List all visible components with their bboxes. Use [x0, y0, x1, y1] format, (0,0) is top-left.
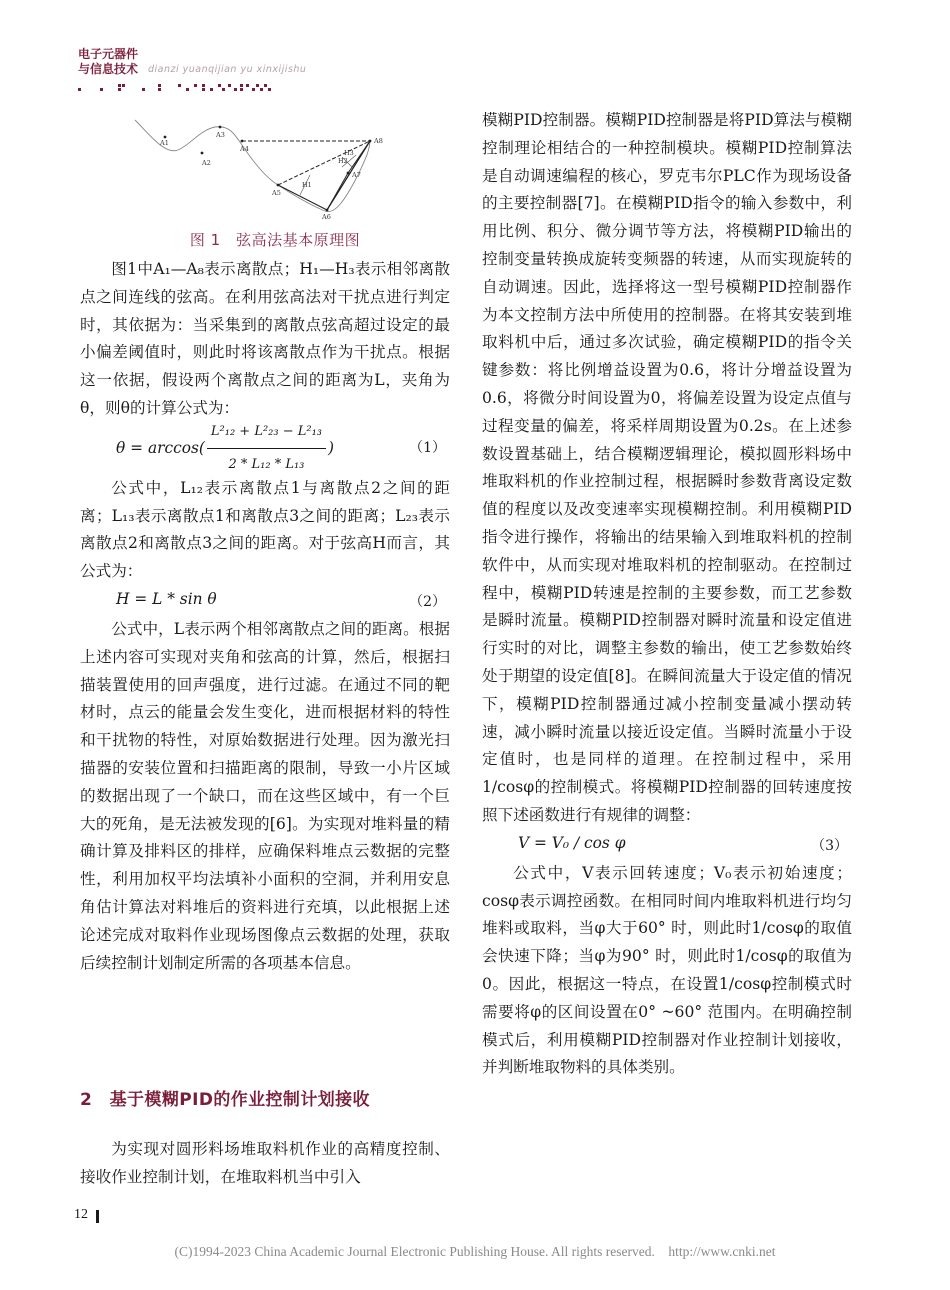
- eq1-denominator: 2 * L₁₂ * L₁₃: [228, 457, 305, 473]
- label-h1: H1: [302, 181, 312, 189]
- page-number: 12: [74, 1207, 88, 1222]
- label-a2: A2: [202, 159, 211, 167]
- equation-1: [80, 423, 450, 475]
- paragraph: 为实现对圆形料场堆取料机作业的高精度控制、接收作业控制计划，在堆取料机当中引入: [80, 1140, 450, 1186]
- figure-chord-height-diagram: [130, 115, 390, 223]
- paragraph: 公式中，L表示两个相邻离散点之间的距离。根据上述内容可实现对夹角和弦高的计算，然后，根据扫描装置使用的回声强度，进行过滤。在通过不同的靶材时，点云的能量会发生变化，进而根据材料的特性和干扰物的特性，对原始数据进行处理。因为激光扫描器的安装位置和扫描距离的限制，导致一小片区域的数据出现了一个缺口，而在这些区域中，有一个巨大的死角，是无法被发现的[6]。为实现对堆料量的精确计算及排料区的排样，应确保料堆点云数据的完整性，利用加权平均法填补小面积的空洞，并利用安息角估计算法对料堆后的资料进行充填，以此根据上述论述完成对取料作业现场图像点云数据的处理，获取后续控制计划制定所需的各项基本信息。: [80, 619, 450, 972]
- label-a7: A7: [352, 171, 361, 179]
- label-a3: A3: [216, 131, 225, 139]
- paragraph: 模糊PID控制器。模糊PID控制器是将PID算法与模糊控制理论相结合的一种控制模块。模糊PID控制算法是自动调速编程的核心，罗克韦尔PLC作为现场设备的主要控制器[7]。在模糊PID指令的输入参数中，利用比例、积分、微分调节等方法，将模糊PID输出的控制变量转换成旋转变频器的转速，从而实现旋转的自动调速。因此，选择将这一型号模糊PID控制器作为本文控制方法中所使用的控制器。在将其安装到堆取料机中后，通过多次试验，确定模糊PID的指令关键参数：将比例增益设置为0.6，将计分增益设置为0.6，将微分时间设置为0，将偏差设置为设定点值与过程变量的偏差，将采样周期设置为0.2s。在上述参数设置基础上，结合模糊逻辑理论，模拟圆形料场中堆取料机的作业控制过程，根据瞬时参数背离设定数值的程度以及改变速率实现模糊控制。利用模糊PID指令进行操作，将输出的结果输入到堆取料机的控制软件中，从而实现对堆取料机的控制驱动。在控制过程中，模糊PID转速是控制的主要参数，而工艺参数是瞬时流量。模糊PID控制器对瞬时流量和设定值进行实时的对比，调整主参数的输出，使工艺参数始终处于期望的设定值[8]。在瞬间流量大于设定值的情况下，模糊PID控制器通过减小控制变量减小摆动转速，减小瞬时流量以接近设定值。当瞬时流量小于设定值时，也是同样的道理。在控制过程中，采用1/cosφ的控制模式。将模糊PID控制器的回转速度按照下述函数进行有规律的调整：: [482, 111, 852, 824]
- label-a5: A5: [272, 189, 281, 197]
- eq1-fraction: [207, 418, 326, 479]
- paragraph: 公式中，V表示回转速度；V₀表示初始速度；cosφ表示调控函数。在相同时间内堆取料机进行均匀堆料或取料，当φ大于60° 时，则此时1/cosφ的取值会快速下降；当φ为90° 时，则此时1/cosφ的取值为0。因此，根据这一特点，在设置1/cosφ控制模式时需要将φ的区间设置在0° ~60° 范围内。在明确控制模式后，利用模糊PID控制器对作业控制计划接收，并判断堆取物料的具体类别。: [482, 863, 852, 1077]
- label-a1: A1: [160, 139, 169, 147]
- journal-pinyin: dianzi yuanqijian yu xinxijishu: [148, 64, 307, 75]
- section-heading: 2 基于模糊PID的作业控制计划接收: [80, 1090, 370, 1110]
- equation-number: （2）: [409, 593, 446, 610]
- eq3-body: V = V₀ / cos φ: [518, 833, 626, 852]
- label-h3: H3: [344, 149, 354, 157]
- copyright-footer: (C)1994-2023 China Academic Journal Electronic Publishing House. All rights reserved. http://www.cnki.net: [174, 1244, 776, 1259]
- journal-title-line1: 电子元器件: [78, 47, 139, 61]
- left-column-continued: [80, 1136, 450, 1192]
- label-a6: A6: [322, 213, 331, 221]
- chord-height-svg: [130, 115, 390, 223]
- eq2-body: H = L * sin θ: [116, 589, 217, 608]
- figure-caption: 图 1 弦高法基本原理图: [189, 231, 361, 249]
- right-column: [482, 107, 852, 1082]
- equation-3: [482, 830, 852, 860]
- equation-number: （1）: [409, 439, 446, 456]
- left-column: [80, 256, 450, 977]
- label-a4: A4: [240, 145, 249, 153]
- eq1-lhs: θ = arccos(: [116, 438, 205, 457]
- equation-2: [80, 586, 450, 616]
- label-a8: A8: [374, 137, 383, 145]
- eq1-numerator: L²₁₂ + L²₂₃ − L²₁₃: [207, 418, 326, 449]
- equation-number: （3）: [811, 837, 848, 854]
- paragraph: 公式中，L₁₂表示离散点1与离散点2之间的距离；L₁₃表示离散点1和离散点3之间的距离；L₂₃表示离散点2和离散点3之间的距离。对于弦高H而言，其公式为：: [80, 478, 450, 581]
- header-dot-pattern: [78, 84, 278, 94]
- journal-header: [78, 48, 398, 98]
- paragraph: 图1中A₁—A₈表示离散点；H₁—H₃表示相邻离散点之间连线的弦高。在利用弦高法对干扰点进行判定时，其依据为：当采集到的离散点弦高超过设定的最小偏差阈值时，则此时将该离散点作为干扰点。根据这一依据，假设两个离散点之间的距离为L，夹角为θ，则θ的计算公式为：: [80, 260, 450, 417]
- page-number-bar: [96, 1210, 99, 1223]
- journal-title-line2: 与信息技术: [78, 62, 139, 76]
- label-h2: H2: [338, 157, 348, 165]
- eq1-rhs: ): [328, 438, 335, 457]
